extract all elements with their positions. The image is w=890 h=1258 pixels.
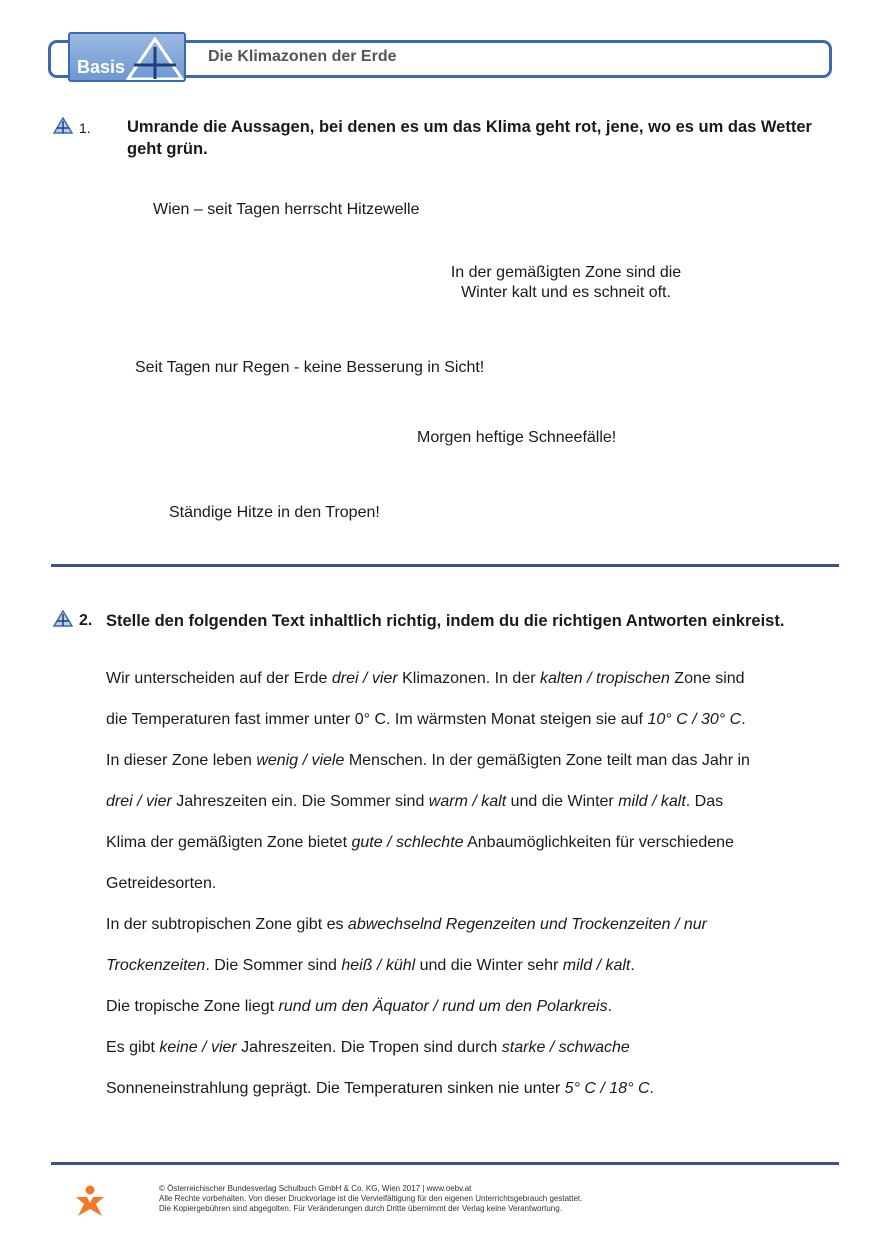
text-segment: Die tropische Zone liegt: [106, 998, 279, 1015]
text-line: [106, 1080, 654, 1098]
answer-option[interactable]: drei / vier: [331, 670, 398, 687]
text-segment: In dieser Zone leben: [106, 752, 257, 769]
statement-4: Morgen heftige Schneefälle!: [417, 429, 617, 446]
text-segment: . Die Sommer sind: [205, 957, 342, 974]
answer-option[interactable]: warm / kalt: [428, 793, 507, 810]
section-divider: [51, 564, 839, 567]
page-title: Die Klimazonen der Erde: [208, 48, 397, 65]
text-segment: Es gibt: [106, 1039, 160, 1056]
answer-option[interactable]: heiß / kühl: [341, 957, 416, 974]
text-segment: Wir unterscheiden auf der Erde: [106, 670, 332, 687]
footer-divider: [51, 1162, 839, 1165]
level-badge-label: Basis: [77, 57, 126, 77]
text-segment: Klima der gemäßigten Zone bietet: [106, 834, 352, 851]
answer-option[interactable]: rund um den Äquator / rund um den Polarkreis: [278, 998, 608, 1015]
text-segment: .: [649, 1080, 654, 1097]
statement-2-line-2: Winter kalt und es schneit oft.: [461, 284, 671, 301]
answer-option[interactable]: starke / schwache: [501, 1039, 630, 1056]
answer-option[interactable]: mild / kalt: [618, 793, 686, 810]
text-segment: . Das: [685, 793, 724, 810]
answer-option[interactable]: Trockenzeiten: [106, 957, 206, 974]
publisher-logo-icon: [72, 1183, 108, 1219]
text-segment: Jahreszeiten. Die Tropen sind durch: [236, 1039, 502, 1056]
text-segment: Sonneneinstrahlung geprägt. Die Temperaturen sinken nie unter: [106, 1080, 565, 1097]
text-line: [106, 957, 635, 975]
answer-option[interactable]: kalten / tropischen: [539, 670, 670, 687]
basis-task-icon: [53, 610, 73, 627]
text-segment: Menschen. In der gemäßigten Zone teilt man das Jahr in: [344, 752, 750, 769]
text-segment: und die Winter: [506, 793, 619, 810]
task2-number: 2.: [79, 612, 93, 629]
answer-option[interactable]: mild / kalt: [562, 957, 631, 974]
text-line: [106, 875, 216, 893]
statement-3: Seit Tagen nur Regen - keine Besserung in Sicht!: [135, 359, 485, 376]
text-segment: .: [741, 711, 746, 728]
answer-option[interactable]: wenig / viele: [256, 752, 345, 769]
answer-option[interactable]: drei / vier: [106, 793, 172, 810]
copyright-line-3: Die Kopiergebühren sind abgegolten. Für Veränderungen durch Dritte übernimmt der Verlag keine Verantwortung.: [159, 1204, 562, 1213]
text-line: [106, 670, 745, 688]
answer-option[interactable]: 10° C / 30° C: [647, 711, 742, 728]
text-segment: und die Winter sehr: [415, 957, 563, 974]
answer-option[interactable]: gute / schlechte: [351, 834, 464, 851]
answer-option[interactable]: 5° C / 18° C: [564, 1080, 650, 1097]
task2-text: [106, 670, 836, 1110]
text-segment: Jahreszeiten ein. Die Sommer sind: [171, 793, 429, 810]
statement-2: [396, 263, 736, 303]
text-segment: Zone sind: [669, 670, 745, 687]
text-line: [106, 1039, 630, 1057]
level-badge: [68, 32, 186, 82]
text-line: [106, 834, 734, 852]
text-line: [106, 916, 707, 934]
copyright-notice: [159, 1184, 582, 1214]
text-segment: die Temperaturen fast immer unter 0° C. Im wärmsten Monat steigen sie auf: [106, 711, 648, 728]
task1-number: 1.: [79, 120, 91, 136]
copyright-line-2: Alle Rechte vorbehalten. Von dieser Druckvorlage ist die Vervielfältigung für den eigenen Unterrichtsgebrauch gestattet.: [159, 1194, 583, 1203]
text-line: [106, 793, 723, 811]
text-segment: Anbaumöglichkeiten für verschiedene: [463, 834, 734, 851]
text-segment: .: [607, 998, 613, 1015]
copyright-line-1: © Österreichischer Bundesverlag Schulbuch GmbH & Co. KG, Wien 2017 | www.oebv.at: [159, 1184, 472, 1193]
statement-1: Wien – seit Tagen herrscht Hitzewelle: [153, 201, 420, 218]
statement-5: Ständige Hitze in den Tropen!: [169, 504, 380, 521]
text-line: [106, 998, 612, 1016]
answer-option[interactable]: keine / vier: [159, 1039, 237, 1056]
text-line: [106, 752, 750, 770]
task1-instruction: Umrande die Aussagen, bei denen es um das Klima geht rot, jene, wo es um das Wetter geht grün.: [127, 118, 812, 158]
task2-instruction: Stelle den folgenden Text inhaltlich richtig, indem du die richtigen Antworten einkreist.: [106, 612, 785, 630]
text-segment: Klimazonen. In der: [397, 670, 540, 687]
answer-option[interactable]: abwechselnd Regenzeiten und Trockenzeiten / nur: [347, 916, 707, 933]
statement-2-line-1: In der gemäßigten Zone sind die: [450, 264, 682, 281]
text-segment: In der subtropischen Zone gibt es: [106, 916, 348, 933]
text-segment: .: [630, 957, 635, 974]
pyramid-icon: [126, 37, 184, 81]
text-segment: Getreidesorten.: [106, 875, 217, 892]
basis-task-icon: [53, 117, 73, 134]
text-line: [106, 711, 746, 729]
